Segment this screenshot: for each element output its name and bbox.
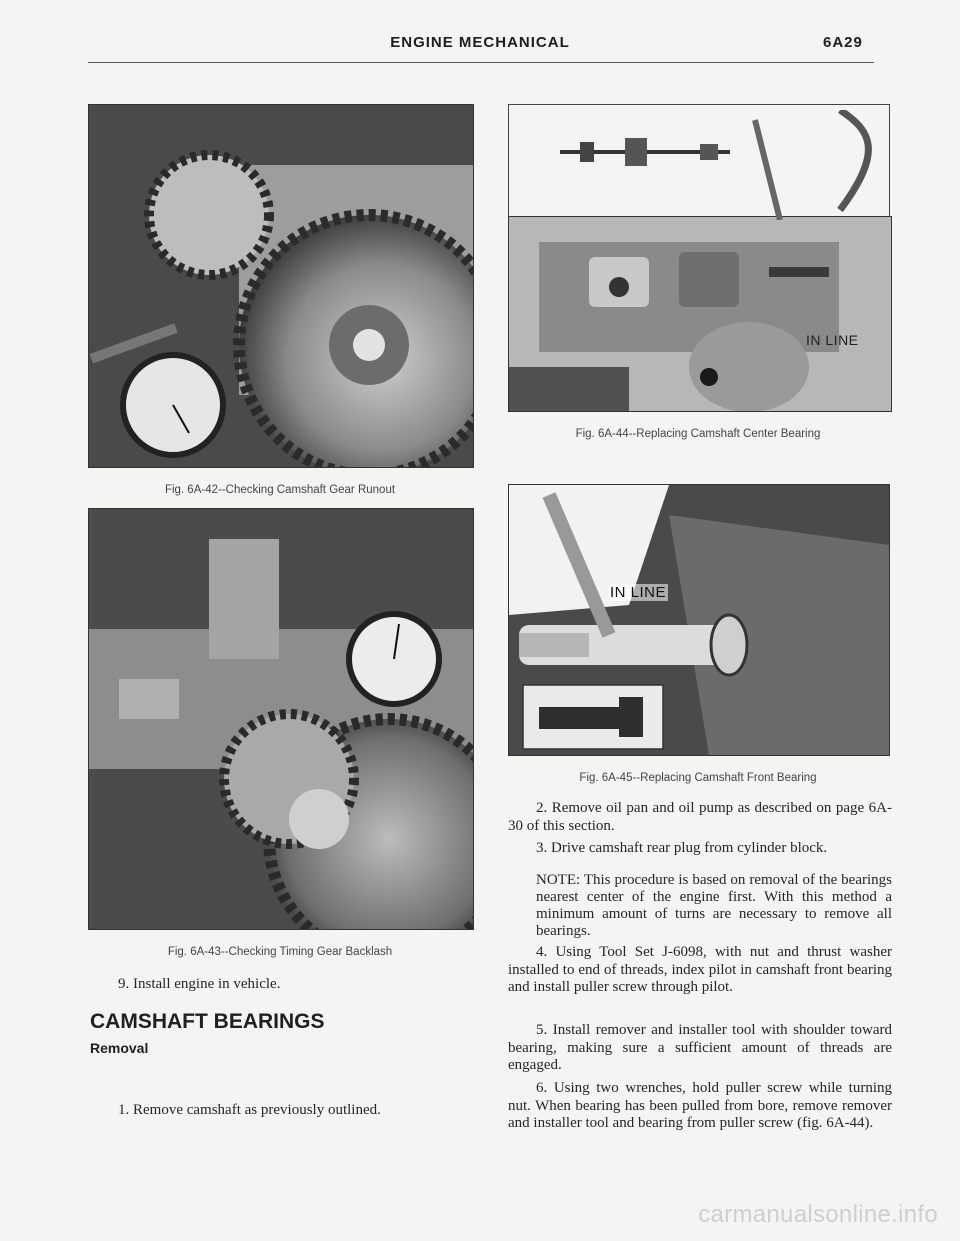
running-header-title: ENGINE MECHANICAL [390,34,570,51]
subheading-removal: Removal [90,1040,149,1056]
camshaft-front-bearing-tool-photo-icon [509,485,889,755]
timing-gear-dial-indicator-photo-icon [89,509,473,929]
step-6-text: 6. Using two wrenches, hold puller screw while turning nut. When bearing has been pulled from bore, remove remover and installer tool and bearing from puller screw (fig. 6A-44). [508,1080,892,1131]
page-number: 6A29 [823,34,863,51]
figure-6a44-photo [508,216,892,412]
section-heading-camshaft-bearings: CAMSHAFT BEARINGS [90,1010,325,1033]
puller-tool-and-wrench-icon [540,110,892,220]
step-3-text: 3. Drive camshaft rear plug from cylinder block. [536,840,828,856]
note-text: NOTE: This procedure is based on removal of the bearings nearest center of the engine first. With this method a minimum amount of turns are necessary to remove all bearings. [536,872,892,939]
step-1-text: 1. Remove camshaft as previously outlined. [118,1102,381,1118]
figure-6a45-in-line-label: IN LINE [610,584,667,601]
step-2-text: 2. Remove oil pan and oil pump as described on page 6A-30 of this section. [508,800,892,834]
figure-6a43-caption: Fig. 6A-43--Checking Timing Gear Backlash [167,946,393,958]
figure-6a45-caption: Fig. 6A-45--Replacing Camshaft Front Bearing [579,772,817,784]
step-5-text: 5. Install remover and installer tool with shoulder toward bearing, making sure a sufficient amount of threads are engaged. [508,1022,892,1073]
figure-6a44-caption: Fig. 6A-44--Replacing Camshaft Center Bearing [575,428,821,440]
figure-6a45-photo [508,484,890,756]
camshaft-gear-dial-indicator-photo-icon [89,105,473,467]
step-9-text: 9. Install engine in vehicle. [118,976,281,992]
figure-6a44-in-line-label: IN LINE [806,332,859,348]
figure-6a42-photo [88,104,474,468]
step-4-text: 4. Using Tool Set J-6098, with nut and thrust washer installed to end of threads, index pilot in camshaft front bearing and install puller screw through pilot. [508,944,892,995]
header-rule [88,62,874,63]
camshaft-bearing-puller-photo-icon [509,217,891,411]
figure-6a43-photo [88,508,474,930]
watermark: carmanualsonline.info [698,1201,938,1228]
figure-6a42-caption: Fig. 6A-42--Checking Camshaft Gear Runout [164,484,396,496]
